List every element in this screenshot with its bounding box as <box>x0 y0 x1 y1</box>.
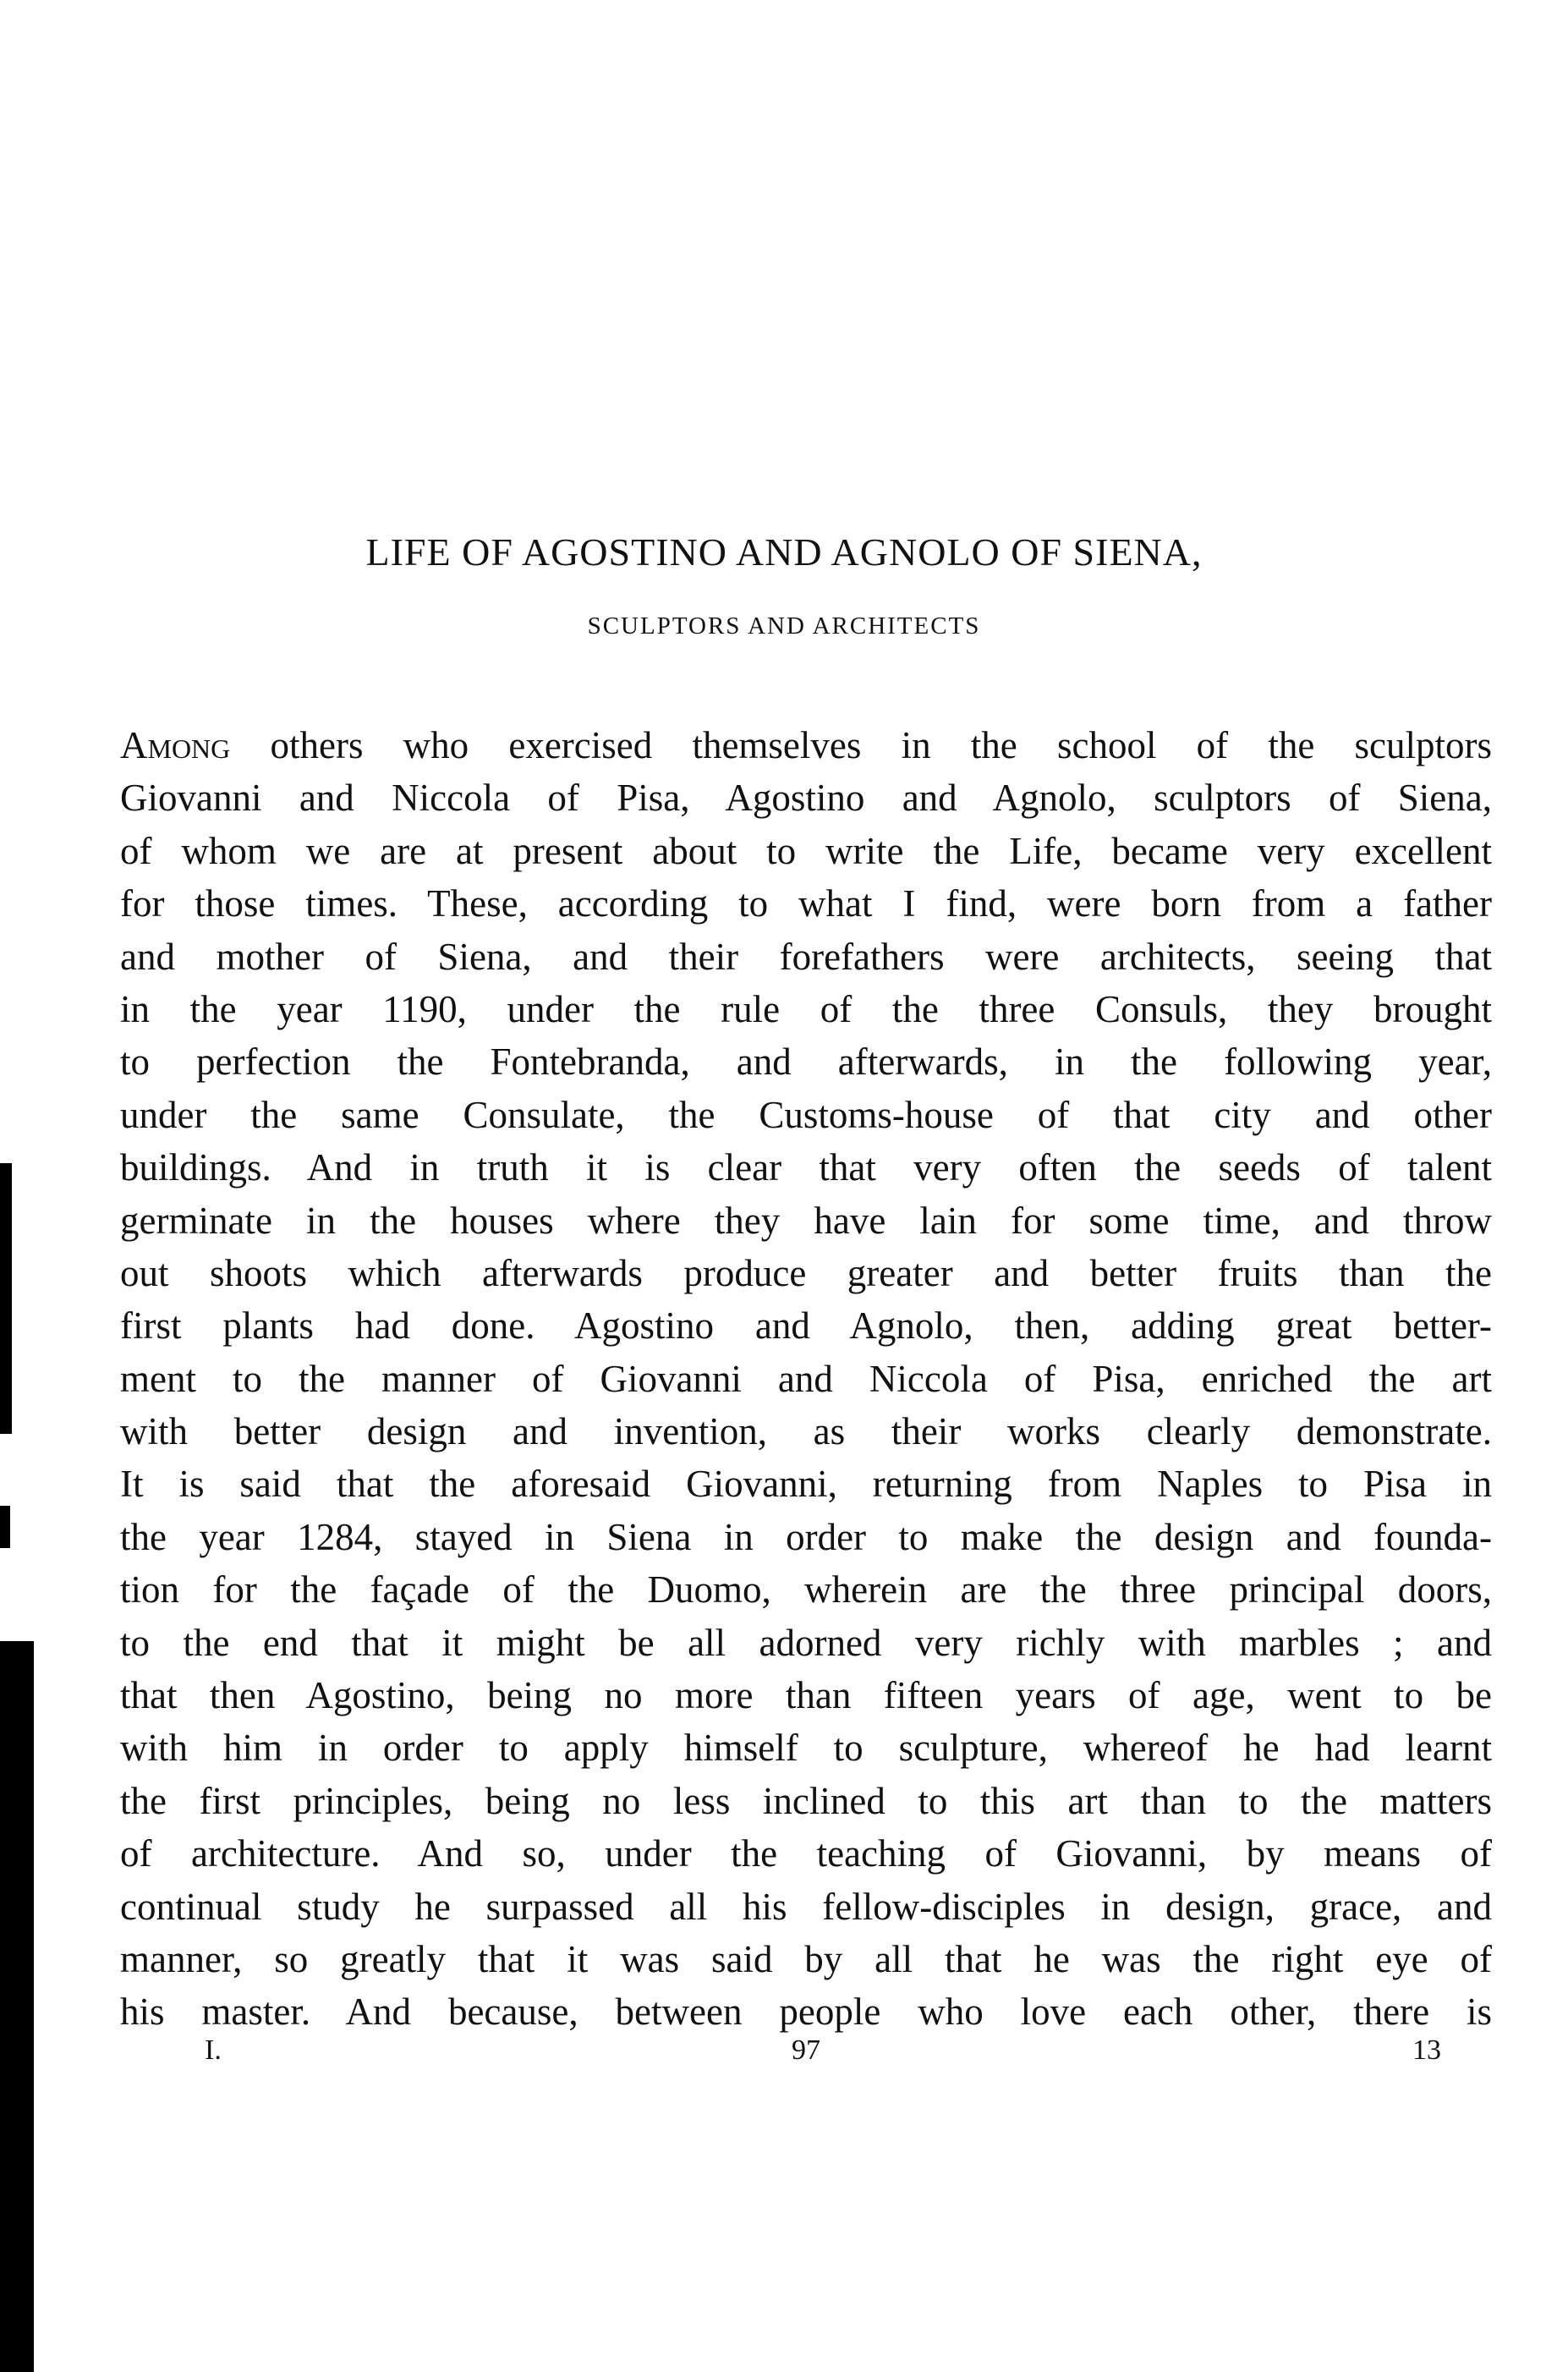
text-line: out shoots which afterwards produce greater and better fruits than the <box>120 1251 1492 1294</box>
chapter-title: LIFE OF AGOSTINO AND AGNOLO OF SIENA, <box>365 530 1203 574</box>
text-line: for those times. These, according to what I find, were born from a father <box>120 882 1492 925</box>
text-line: of architecture. And so, under the teaching of Giovanni, by means of <box>120 1832 1492 1875</box>
line-text: others who exercised themselves in the school of the sculptors <box>230 724 1492 766</box>
page-footer <box>120 2034 1492 2077</box>
text-line: with him in order to apply himself to sculpture, whereof he had learnt <box>120 1727 1492 1770</box>
text-line: the first principles, being no less inclined to this art than to the matters <box>120 1779 1492 1822</box>
text-line: to the end that it might be all adorned very richly with marbles ; and <box>120 1621 1492 1664</box>
text-line <box>120 719 1492 771</box>
opening-word: Among <box>120 724 231 766</box>
page-number: 97 <box>792 2034 820 2066</box>
text-line: buildings. And in truth it is clear that very often the seeds of talent <box>120 1146 1492 1189</box>
scan-edge-shadow <box>0 1641 34 2372</box>
gathering-number: 13 <box>1412 2034 1441 2066</box>
scan-edge-shadow <box>0 1506 10 1548</box>
signature-mark: I. <box>205 2034 222 2066</box>
text-line: the year 1284, stayed in Siena in order to make the design and founda- <box>120 1515 1492 1558</box>
text-line: with better design and invention, as their works clearly demonstrate. <box>120 1410 1492 1453</box>
text-line: germinate in the houses where they have lain for some time, and throw <box>120 1199 1492 1242</box>
text-line: that then Agostino, being no more than fifteen years of age, went to be <box>120 1674 1492 1717</box>
text-line: in the year 1190, under the rule of the three Consuls, they brought <box>120 987 1492 1030</box>
scan-edge-shadow <box>0 1163 12 1434</box>
text-line: It is said that the aforesaid Giovanni, returning from Naples to Pisa in <box>120 1463 1492 1506</box>
text-line: his master. And because, between people who love each other, there is <box>120 1990 1492 2034</box>
body-text <box>120 719 1492 2039</box>
text-line: and mother of Siena, and their forefathers were architects, seeing that <box>120 935 1492 978</box>
text-line: first plants had done. Agostino and Agnolo, then, adding great better- <box>120 1304 1492 1348</box>
text-line: tion for the façade of the Duomo, wherein are the three principal doors, <box>120 1568 1492 1612</box>
text-line: Giovanni and Niccola of Pisa, Agostino and Agnolo, sculptors of Siena, <box>120 777 1492 820</box>
text-line: ment to the manner of Giovanni and Niccola of Pisa, enriched the art <box>120 1357 1492 1400</box>
text-line: of whom we are at present about to write the Life, became very excellent <box>120 829 1492 872</box>
chapter-subtitle: SCULPTORS AND ARCHITECTS <box>587 612 981 640</box>
text-line: under the same Consulate, the Customs-house of that city and other <box>120 1093 1492 1136</box>
text-line: continual study he surpassed all his fellow-disciples in design, grace, and <box>120 1885 1492 1928</box>
text-line: manner, so greatly that it was said by all that he was the right eye of <box>120 1937 1492 1980</box>
text-line: to perfection the Fontebranda, and afterwards, in the following year, <box>120 1040 1492 1084</box>
